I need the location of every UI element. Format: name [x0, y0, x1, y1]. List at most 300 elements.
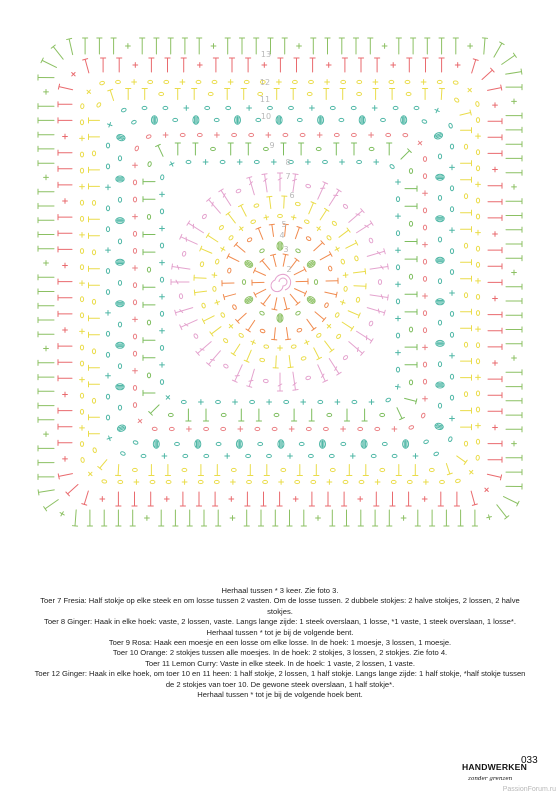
- T-stitch-symbol: [506, 113, 522, 118]
- T-stitch-symbol: [374, 492, 379, 506]
- puff-stitch-symbol: [116, 176, 124, 182]
- oval-stitch-symbol: [182, 251, 186, 257]
- plus-stitch-symbol: [423, 396, 428, 401]
- plus-stitch-symbol: [315, 225, 322, 232]
- T-stitch-symbol: [165, 465, 170, 476]
- T-stitch-symbol: [488, 344, 502, 349]
- plus-stitch-symbol: [267, 400, 272, 405]
- T-stitch-symbol: [288, 293, 300, 306]
- T-stitch-symbol: [461, 210, 472, 215]
- T-stitch-symbol: [287, 510, 292, 526]
- TT-stitch-symbol: [290, 174, 298, 193]
- T-stitch-symbol: [340, 89, 345, 100]
- oval-stitch-symbol: [316, 333, 322, 338]
- TT-stitch-symbol: [327, 357, 341, 375]
- oval-stitch-symbol: [422, 119, 428, 124]
- plus-stitch-symbol: [396, 214, 401, 219]
- plus-stitch-symbol: [288, 454, 293, 459]
- oval-stitch-symbol: [291, 345, 296, 349]
- oval-stitch-symbol: [133, 300, 136, 305]
- oval-stitch-symbol: [152, 427, 157, 431]
- oval-stitch-symbol: [118, 364, 121, 369]
- oval-stitch-symbol: [247, 237, 253, 242]
- oval-stitch-symbol: [141, 454, 146, 457]
- T-stitch-symbol: [310, 58, 315, 72]
- oval-stitch-symbol: [357, 160, 362, 163]
- puff-stitch-symbol: [436, 382, 444, 388]
- T-stitch-symbol: [278, 58, 283, 72]
- plus-stitch-symbol: [107, 122, 113, 128]
- T-stitch-symbol: [38, 487, 55, 495]
- plus-stitch-symbol: [450, 353, 455, 358]
- T-stitch-symbol: [38, 375, 54, 380]
- oval-stitch-symbol: [301, 356, 307, 360]
- round-label: 9: [269, 141, 275, 150]
- plus-stitch-symbol: [163, 133, 168, 138]
- oval-stitch-symbol: [118, 480, 123, 483]
- T-stitch-symbol: [444, 463, 452, 475]
- T-stitch-symbol: [487, 85, 502, 93]
- oval-stitch-symbol: [393, 106, 398, 109]
- plus-stitch-symbol: [137, 418, 144, 425]
- oval-stitch-symbol: [380, 468, 385, 471]
- T-stitch-symbol: [38, 360, 54, 365]
- oval-stitch-symbol: [121, 108, 127, 113]
- plus-stitch-symbol: [44, 346, 49, 351]
- T-stitch-symbol: [506, 470, 522, 475]
- plus-stitch-symbol: [493, 425, 498, 430]
- T-stitch-symbol: [156, 144, 166, 157]
- plus-stitch-symbol: [310, 106, 315, 111]
- T-stitch-symbol: [461, 128, 472, 133]
- plus-stitch-symbol: [512, 441, 517, 446]
- oval-stitch-symbol: [263, 379, 268, 383]
- T-stitch-symbol: [293, 286, 306, 296]
- oval-stitch-symbol: [118, 405, 121, 410]
- T-stitch-symbol: [354, 283, 366, 289]
- plus-stitch-symbol: [423, 242, 428, 247]
- T-stitch-symbol: [89, 382, 100, 387]
- plus-stitch-symbol: [326, 63, 331, 68]
- oval-stitch-symbol: [464, 392, 467, 397]
- T-stitch-symbol: [495, 503, 509, 519]
- T-stitch-symbol: [506, 298, 522, 303]
- T-stitch-symbol: [312, 241, 324, 253]
- plus-stitch-symbol: [350, 454, 355, 459]
- oval-stitch-symbol: [106, 290, 109, 295]
- plus-stitch-symbol: [279, 480, 284, 485]
- oval-stitch-symbol: [295, 480, 300, 483]
- T-stitch-symbol: [225, 89, 230, 100]
- T-stitch-symbol: [223, 291, 236, 299]
- oval-stitch-symbol: [274, 413, 279, 416]
- T-stitch-symbol: [284, 327, 291, 340]
- T-stitch-symbol: [216, 510, 221, 526]
- TT-stitch-symbol: [196, 340, 213, 356]
- T-stitch-symbol: [269, 224, 276, 237]
- plus-stitch-symbol: [369, 133, 374, 138]
- oval-stitch-symbol: [80, 104, 84, 109]
- instruction-line: Toer 10 Orange: 2 stokjes tussen alle moesjes. In de hoek: 2 stokjes, 3 lossen, 2 stokjes. Zie foto 4.: [112, 648, 448, 658]
- oval-stitch-symbol: [246, 454, 251, 457]
- T-stitch-symbol: [488, 199, 502, 204]
- oval-stitch-symbol: [437, 80, 442, 83]
- oval-stitch-symbol: [423, 277, 426, 282]
- T-stitch-symbol: [97, 38, 102, 54]
- T-stitch-symbol: [58, 231, 72, 236]
- oval-stitch-symbol: [92, 349, 95, 354]
- T-stitch-symbol: [38, 446, 54, 451]
- oval-stitch-symbol: [448, 436, 453, 442]
- oval-stitch-symbol: [464, 342, 467, 347]
- oval-stitch-symbol: [116, 80, 121, 83]
- T-stitch-symbol: [58, 376, 72, 381]
- T-stitch-symbol: [323, 339, 334, 352]
- T-stitch-symbol: [143, 179, 155, 184]
- T-stitch-symbol: [405, 309, 417, 314]
- oval-stitch-symbol: [440, 480, 445, 483]
- oval-stitch-symbol: [352, 133, 357, 136]
- oval-stitch-symbol: [133, 334, 136, 339]
- T-stitch-symbol: [58, 360, 72, 365]
- plus-stitch-symbol: [182, 480, 187, 485]
- oval-stitch-symbol: [250, 400, 255, 403]
- plus-stitch-symbol: [80, 136, 85, 141]
- oval-stitch-symbol: [160, 311, 163, 316]
- oval-stitch-symbol: [197, 133, 202, 136]
- oval-stitch-symbol: [183, 454, 188, 457]
- plus-stitch-symbol: [401, 516, 406, 521]
- oval-stitch-symbol: [284, 400, 289, 403]
- instruction-line: Toer 9 Rosa: Haak een moesje en een losse om elke losse. In de hoek: 1 moesje, 3 lossen, 1 moesje.: [108, 638, 452, 648]
- plus-stitch-symbol: [215, 133, 220, 138]
- T-stitch-symbol: [444, 510, 449, 526]
- plus-stitch-symbol: [211, 44, 216, 49]
- oval-stitch-symbol: [311, 480, 316, 483]
- T-stitch-symbol: [404, 396, 417, 404]
- T-stitch-symbol: [272, 297, 279, 310]
- oval-stitch-symbol: [212, 80, 217, 83]
- T-stitch-symbol: [239, 38, 244, 54]
- plus-stitch-symbol: [106, 311, 111, 316]
- oval-stitch-symbol: [380, 413, 385, 416]
- TT-stitch-symbol: [277, 173, 282, 191]
- oval-stitch-symbol: [295, 202, 300, 206]
- T-stitch-symbol: [438, 492, 443, 506]
- oval-stitch-symbol: [160, 243, 163, 248]
- oval-stitch-symbol: [93, 447, 97, 452]
- T-stitch-symbol: [411, 38, 416, 54]
- oval-stitch-symbol: [208, 92, 213, 95]
- plus-stitch-symbol: [44, 175, 49, 180]
- T-stitch-symbol: [461, 408, 472, 413]
- T-stitch-symbol: [506, 142, 522, 147]
- oval-stitch-symbol: [476, 407, 479, 412]
- oval-stitch-symbol: [396, 367, 399, 372]
- puff-stitch-symbol: [318, 116, 324, 124]
- plus-stitch-symbol: [80, 184, 85, 189]
- T-stitch-symbol: [58, 150, 72, 155]
- oval-stitch-symbol: [80, 120, 83, 125]
- oval-stitch-symbol: [163, 106, 168, 109]
- oval-stitch-symbol: [106, 415, 109, 420]
- plus-stitch-symbol: [80, 426, 85, 431]
- puff-stitch-symbol: [436, 257, 444, 263]
- T-stitch-symbol: [58, 102, 72, 107]
- oval-stitch-symbol: [409, 327, 412, 332]
- oval-stitch-symbol: [202, 214, 208, 220]
- puff-stitch-symbol: [116, 384, 124, 390]
- T-stitch-symbol: [38, 289, 54, 294]
- plus-stitch-symbol: [289, 427, 294, 432]
- plus-stitch-symbol: [334, 246, 341, 253]
- oval-stitch-symbol: [283, 133, 288, 136]
- oval-stitch-symbol: [318, 400, 323, 403]
- T-stitch-symbol: [506, 199, 522, 204]
- oval-stitch-symbol: [295, 311, 301, 316]
- T-stitch-symbol: [344, 409, 349, 421]
- T-stitch-symbol: [38, 104, 54, 109]
- T-stitch-symbol: [154, 38, 159, 54]
- T-stitch-symbol: [506, 455, 522, 460]
- T-stitch-symbol: [387, 510, 392, 526]
- T-stitch-symbol: [117, 58, 122, 72]
- brand-name: HANDWERKEN: [462, 762, 528, 772]
- puff-stitch-symbol: [193, 116, 199, 124]
- oval-stitch-symbol: [438, 237, 441, 242]
- oval-stitch-symbol: [102, 479, 107, 483]
- T-stitch-symbol: [41, 58, 58, 70]
- TT-stitch-symbol: [187, 221, 205, 235]
- T-stitch-symbol: [506, 398, 522, 403]
- plus-stitch-symbol: [476, 230, 481, 235]
- T-stitch-symbol: [256, 409, 261, 421]
- oval-stitch-symbol: [134, 146, 139, 152]
- puff-stitch-symbol: [306, 259, 316, 268]
- T-stitch-symbol: [305, 318, 316, 331]
- T-stitch-symbol: [58, 84, 73, 92]
- plus-stitch-symbol: [70, 71, 77, 78]
- T-stitch-symbol: [506, 413, 522, 418]
- T-stitch-symbol: [375, 58, 380, 72]
- oval-stitch-symbol: [450, 270, 453, 275]
- T-stitch-symbol: [326, 278, 338, 283]
- plus-stitch-symbol: [340, 299, 346, 305]
- oval-stitch-symbol: [147, 161, 151, 166]
- T-stitch-symbol: [148, 492, 153, 506]
- oval-stitch-symbol: [221, 427, 226, 430]
- oval-stitch-symbol: [80, 168, 83, 173]
- T-stitch-symbol: [405, 362, 417, 367]
- oval-stitch-symbol: [147, 320, 150, 325]
- oval-stitch-symbol: [106, 269, 109, 274]
- plus-stitch-symbol: [326, 323, 333, 330]
- pattern-instructions: [30, 586, 530, 700]
- oval-stitch-symbol: [297, 328, 303, 333]
- plus-stitch-symbol: [395, 384, 400, 389]
- plus-stitch-symbol: [106, 373, 111, 378]
- plus-stitch-symbol: [325, 80, 330, 85]
- T-stitch-symbol: [186, 409, 191, 421]
- oval-stitch-symbol: [336, 334, 342, 340]
- plus-stitch-symbol: [160, 363, 165, 368]
- TT-stitch-symbol: [370, 264, 389, 272]
- plus-stitch-symbol: [476, 423, 481, 428]
- round-label: 8: [285, 158, 291, 167]
- oval-stitch-symbol: [309, 80, 314, 83]
- plus-stitch-symbol: [304, 339, 310, 345]
- puff-stitch-symbol: [116, 301, 124, 307]
- oval-stitch-symbol: [260, 329, 266, 334]
- oval-stitch-symbol: [332, 221, 338, 227]
- TT-stitch-symbol: [262, 174, 270, 193]
- T-stitch-symbol: [271, 254, 279, 267]
- T-stitch-symbol: [287, 355, 294, 368]
- oval-stitch-symbol: [339, 118, 344, 121]
- oval-stitch-symbol: [179, 294, 183, 299]
- oval-stitch-symbol: [438, 362, 441, 367]
- puff-stitch-symbol: [436, 340, 444, 346]
- plus-stitch-symbol: [396, 350, 401, 355]
- oval-stitch-symbol: [438, 403, 441, 408]
- oval-stitch-symbol: [438, 196, 441, 201]
- T-stitch-symbol: [506, 156, 522, 161]
- oval-stitch-symbol: [106, 394, 109, 399]
- oval-stitch-symbol: [120, 451, 126, 456]
- magic-ring: [271, 274, 291, 291]
- oval-stitch-symbol: [220, 160, 225, 163]
- plus-stitch-symbol: [162, 454, 167, 459]
- oval-stitch-symbol: [150, 480, 155, 483]
- oval-stitch-symbol: [133, 440, 139, 445]
- T-stitch-symbol: [143, 390, 155, 395]
- T-stitch-symbol: [38, 403, 54, 408]
- oval-stitch-symbol: [335, 312, 340, 318]
- T-stitch-symbol: [425, 38, 430, 54]
- T-stitch-symbol: [415, 510, 420, 526]
- oval-stitch-symbol: [106, 206, 109, 211]
- T-stitch-symbol: [407, 58, 412, 72]
- T-stitch-symbol: [143, 302, 155, 307]
- plus-stitch-symbol: [327, 480, 332, 485]
- T-stitch-symbol: [222, 280, 234, 285]
- T-stitch-symbol: [488, 441, 502, 446]
- oval-stitch-symbol: [476, 343, 479, 348]
- TT-stitch-symbol: [175, 305, 194, 315]
- oval-stitch-symbol: [205, 106, 210, 109]
- oval-stitch-symbol: [450, 249, 453, 254]
- T-stitch-symbol: [38, 218, 54, 223]
- oval-stitch-symbol: [106, 352, 109, 357]
- oval-stitch-symbol: [423, 328, 426, 333]
- T-stitch-symbol: [395, 407, 405, 420]
- T-stitch-symbol: [213, 492, 218, 506]
- oval-stitch-symbol: [106, 331, 109, 336]
- plus-stitch-symbol: [417, 140, 424, 147]
- plus-stitch-symbol: [278, 346, 283, 351]
- oval-stitch-symbol: [147, 215, 150, 220]
- plus-stitch-symbol: [483, 486, 490, 493]
- oval-stitch-symbol: [476, 311, 479, 316]
- oval-stitch-symbol: [226, 106, 231, 109]
- oval-stitch-symbol: [106, 164, 109, 169]
- plus-stitch-symbol: [512, 99, 517, 104]
- TT-stitch-symbol: [347, 340, 364, 356]
- TT-stitch-symbol: [277, 373, 282, 391]
- T-stitch-symbol: [67, 38, 76, 55]
- T-stitch-symbol: [101, 58, 106, 72]
- T-stitch-symbol: [215, 465, 220, 476]
- oval-stitch-symbol: [106, 227, 109, 232]
- plus-stitch-symbol: [391, 63, 396, 68]
- plus-stitch-symbol: [160, 192, 165, 197]
- plus-stitch-symbol: [493, 361, 498, 366]
- T-stitch-symbol: [210, 325, 223, 336]
- oval-stitch-symbol: [392, 454, 397, 457]
- oval-stitch-symbol: [133, 403, 136, 408]
- oval-stitch-symbol: [146, 134, 152, 139]
- oval-stitch-symbol: [305, 376, 311, 380]
- TT-stitch-symbol: [232, 364, 244, 383]
- oval-stitch-symbol: [193, 333, 198, 339]
- TT-stitch-symbol: [180, 317, 199, 329]
- plus-stitch-symbol: [493, 167, 498, 172]
- T-stitch-symbol: [506, 341, 522, 346]
- T-stitch-symbol: [506, 241, 522, 246]
- oval-stitch-symbol: [476, 439, 479, 444]
- oval-stitch-symbol: [476, 118, 479, 123]
- T-stitch-symbol: [58, 182, 72, 187]
- plus-stitch-symbol: [237, 160, 242, 165]
- oval-stitch-symbol: [476, 295, 479, 300]
- T-stitch-symbol: [187, 510, 192, 526]
- T-stitch-symbol: [325, 492, 330, 506]
- T-stitch-symbol: [72, 510, 78, 526]
- plus-stitch-symbol: [277, 80, 282, 85]
- oval-stitch-symbol: [250, 219, 256, 224]
- plus-stitch-symbol: [450, 165, 455, 170]
- T-stitch-symbol: [406, 492, 411, 506]
- T-stitch-symbol: [472, 510, 477, 526]
- T-stitch-symbol: [390, 89, 395, 100]
- plus-stitch-symbol: [476, 279, 481, 284]
- plus-stitch-symbol: [203, 160, 208, 165]
- puff-stitch-symbol: [151, 116, 157, 124]
- plus-stitch-symbol: [421, 80, 426, 85]
- oval-stitch-symbol: [306, 427, 311, 430]
- T-stitch-symbol: [439, 88, 445, 99]
- puff-stitch-symbol: [403, 440, 409, 448]
- oval-stitch-symbol: [396, 231, 399, 236]
- plus-stitch-symbol: [340, 160, 345, 165]
- T-stitch-symbol: [58, 311, 72, 316]
- oval-stitch-symbol: [204, 454, 209, 457]
- T-stitch-symbol: [238, 204, 248, 217]
- plus-stitch-symbol: [392, 427, 397, 432]
- T-stitch-symbol: [313, 310, 326, 322]
- oval-stitch-symbol: [396, 265, 399, 270]
- T-stitch-symbol: [246, 143, 251, 155]
- round-label: 4: [279, 231, 285, 240]
- T-stitch-symbol: [454, 492, 459, 506]
- plus-stitch-symbol: [160, 226, 165, 231]
- T-stitch-symbol: [194, 275, 206, 281]
- T-stitch-symbol: [58, 215, 72, 220]
- plus-stitch-symbol: [369, 400, 374, 405]
- T-stitch-symbol: [89, 217, 100, 222]
- TT-stitch-symbol: [355, 221, 373, 235]
- T-stitch-symbol: [488, 215, 502, 220]
